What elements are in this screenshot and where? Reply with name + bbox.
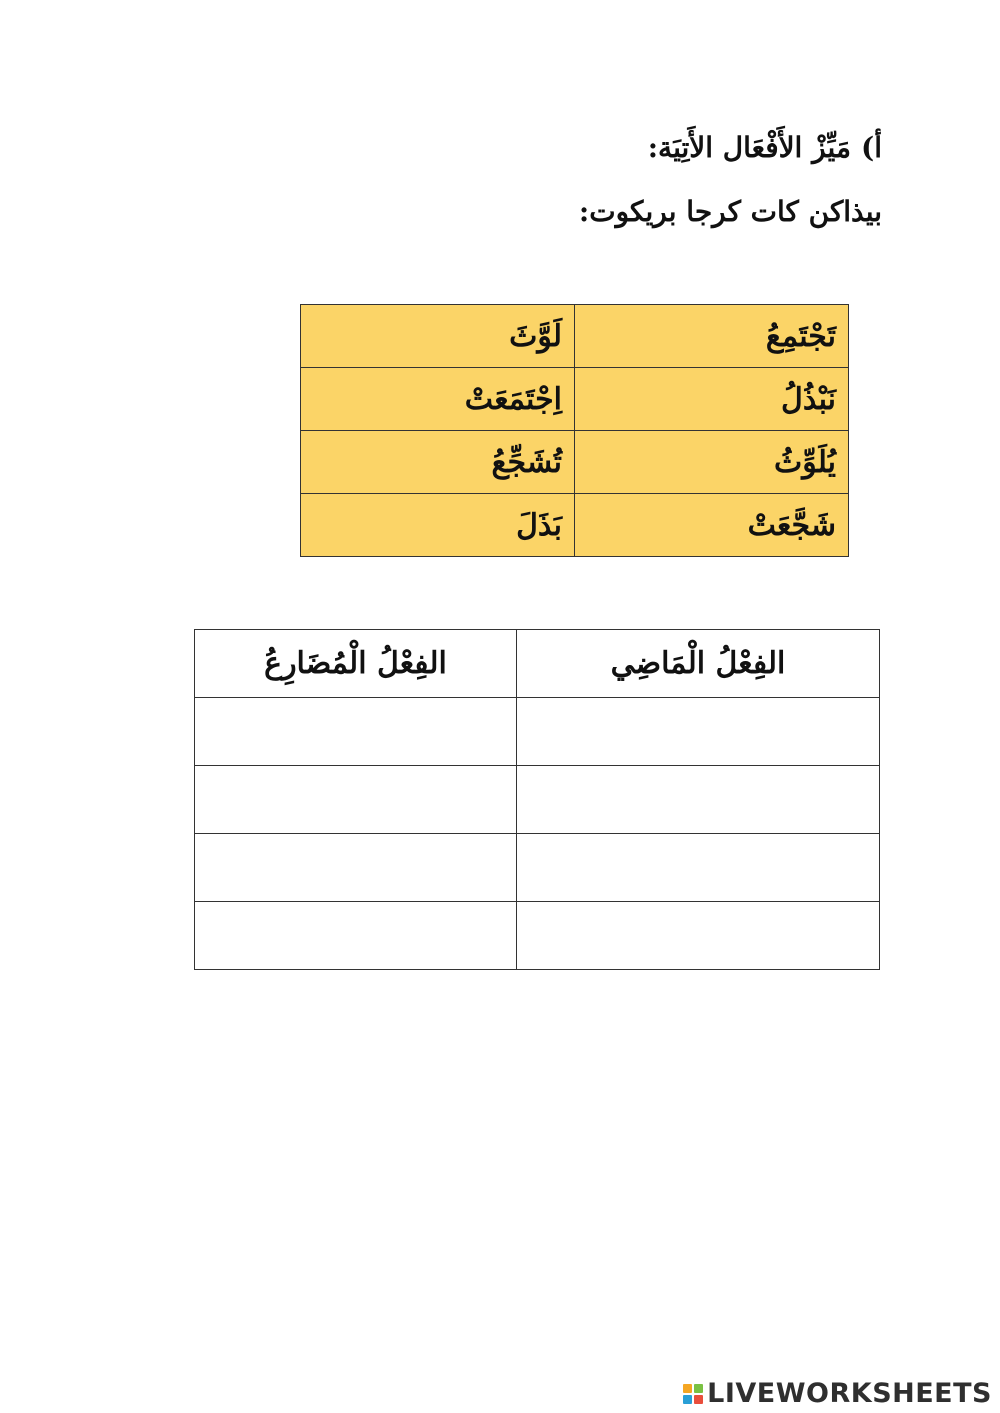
instruction-text-jawi: بيذاكن كات كرجا بريكوت: — [578, 195, 882, 228]
word-bank-cell: نَبْذُلُ — [575, 368, 849, 431]
word-bank-cell: بَذَلَ — [301, 494, 575, 557]
instruction-text-arabic: مَيِّزْ الأَفْعَال الأَتِيَة: — [647, 131, 851, 164]
present-tense-answer-cell[interactable] — [195, 766, 517, 834]
present-tense-answer-cell[interactable] — [195, 902, 517, 970]
word-bank-cell: اِجْتَمَعَتْ — [301, 368, 575, 431]
past-tense-answer-cell[interactable] — [517, 902, 880, 970]
present-tense-answer-cell[interactable] — [195, 834, 517, 902]
word-bank-row — [301, 494, 849, 557]
word-bank-cell: تَجْتَمِعُ — [575, 305, 849, 368]
instruction-prefix: أ) — [860, 131, 882, 164]
word-bank-table — [300, 304, 849, 557]
watermark-text: LIVEWORKSHEETS — [707, 1378, 992, 1409]
word-bank-row — [301, 431, 849, 494]
past-tense-answer-cell[interactable] — [517, 834, 880, 902]
answer-row — [195, 902, 880, 970]
word-bank-row — [301, 368, 849, 431]
present-tense-header: الفِعْلُ الْمُضَارِعُ — [195, 630, 517, 698]
word-bank-cell: تُشَجِّعُ — [301, 431, 575, 494]
past-tense-answer-cell[interactable] — [517, 698, 880, 766]
past-tense-header: الفِعْلُ الْمَاضِي — [517, 630, 880, 698]
answer-row — [195, 834, 880, 902]
answer-row — [195, 766, 880, 834]
word-bank-row — [301, 305, 849, 368]
present-tense-answer-cell[interactable] — [195, 698, 517, 766]
answer-header-row — [195, 630, 880, 698]
word-bank-cell: لَوَّثَ — [301, 305, 575, 368]
answer-table — [194, 629, 880, 970]
word-bank-cell: يُلَوِّثُ — [575, 431, 849, 494]
liveworksheets-watermark — [683, 1378, 992, 1409]
past-tense-answer-cell[interactable] — [517, 766, 880, 834]
liveworksheets-logo-icon — [683, 1384, 703, 1404]
answer-row — [195, 698, 880, 766]
word-bank-cell: شَجَّعَتْ — [575, 494, 849, 557]
instruction-heading — [648, 128, 882, 168]
